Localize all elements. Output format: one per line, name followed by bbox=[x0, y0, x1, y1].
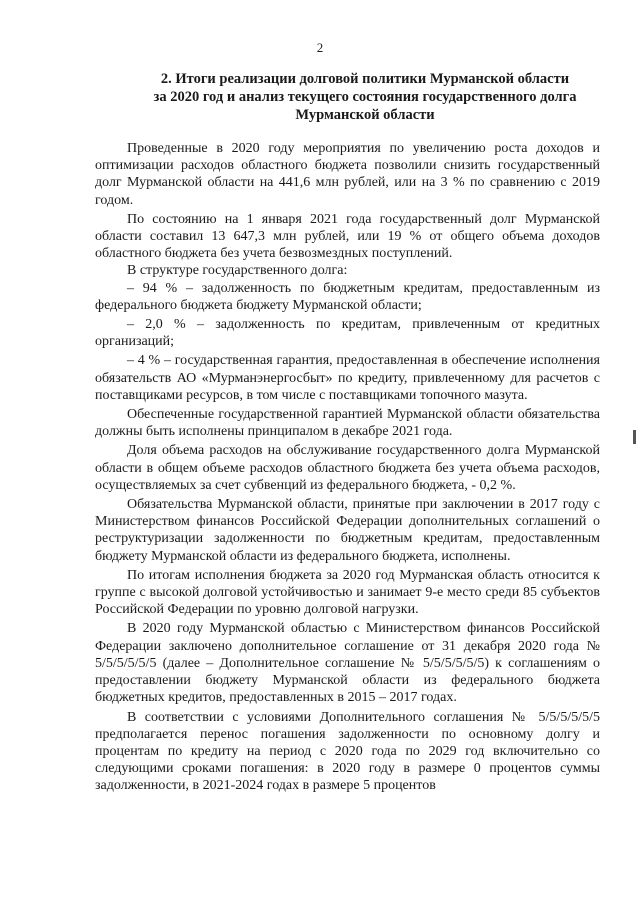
heading-line-2: за 2020 год и анализ текущего состояния государственного долга bbox=[153, 89, 577, 105]
heading-line-1: 2. Итоги реализации долговой политики Мурманской области bbox=[160, 71, 570, 87]
paragraph: По итогам исполнения бюджета за 2020 год Мурманская область относится к группе с высокой долговой устойчивостью и занимает 9-е место среди 85 субъектов Российской Федерации по уровню долговой нагрузки. bbox=[95, 567, 600, 618]
paragraph: Проведенные в 2020 году мероприятия по увеличению роста доходов и оптимизации расходов областного бюджета позволили снизить государственный долг Мурманской области на 441,6 млн рублей, или на 3 % по сравнению с 2019 годом. bbox=[95, 141, 600, 208]
paragraph: – 4 % – государственная гарантия, предоставленная в обеспечение исполнения обязательств АО «Мурманэнергосбыт» по кредиту, привлеченному для расчетов с поставщиками ресурсов, в том числе с поставщиками топочного мазута. bbox=[95, 353, 600, 403]
heading-line-3: Мурманской области bbox=[295, 107, 435, 123]
paragraph: В соответствии с условиями Дополнительного соглашения № 5/5/5/5/5/5 предполагается перенос погашения задолженности по основному долгу и процентам по кредиту на период с 2020 года по 2029 год включительно со следующими сроками погашения: в 2020 году в размере 0 процентов суммы задолженности, в 2021-2024 годах в размере 5 процентов bbox=[95, 709, 600, 794]
paragraph: В 2020 году Мурманской областью с Министерством финансов Российской Федерации заключено дополнительное соглашение от 31 декабря 2020 года № 5/5/5/5/5/5 (далее – Дополнительное соглашение № 5/5/5/5/5/5) к соглашениям о предоставлении бюджету Мурманской области из федерального бюджета бюджетных кредитов, предоставленных в 2015 – 2017 годах. bbox=[95, 621, 600, 706]
paragraph: – 2,0 % – задолженность по кредитам, привлеченным от кредитных организаций; bbox=[95, 317, 600, 350]
paragraph: Доля объема расходов на обслуживание государственного долга Мурманской области в общем объеме расходов областного бюджета без учета объема расходов, осуществляемых за счет субвенций из федерального бюджета, - 0,2 %. bbox=[95, 443, 600, 493]
paragraph: Обеспеченные государственной гарантией Мурманской области обязательства должны быть исполнены принципалом в декабре 2021 года. bbox=[95, 407, 600, 440]
paragraph: Обязательства Мурманской области, принятые при заключении в 2017 году с Министерством финансов Российской Федерации дополнительных соглашений о реструктуризации задолженности по бюджетным кредитам, предоставленным бюджету Мурманской области из федерального бюджета, исполнены. bbox=[95, 497, 600, 564]
body-text bbox=[95, 140, 600, 795]
paragraph: – 94 % – задолженность по бюджетным кредитам, предоставленным из федерального бюджета бюджету Мурманской области; bbox=[95, 280, 600, 313]
paragraph: По состоянию на 1 января 2021 года государственный долг Мурманской области составил 13 647,3 млн рублей, или 19 % от общего объема доходов областного бюджета без учета безвозмездных поступлений. bbox=[95, 211, 600, 262]
paragraph: В структуре государственного долга: bbox=[127, 263, 348, 279]
scan-edge-mark bbox=[633, 430, 636, 444]
page-number: 2 bbox=[316, 40, 324, 55]
section-heading bbox=[130, 70, 600, 124]
